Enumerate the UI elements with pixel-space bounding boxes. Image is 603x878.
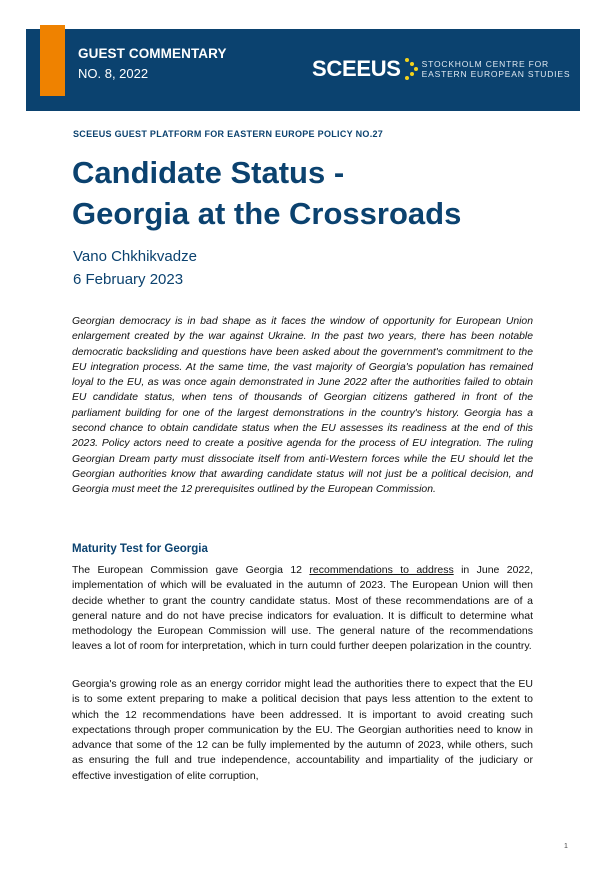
logo-wordmark: SCEEUS xyxy=(312,56,401,81)
accent-bar xyxy=(40,25,65,96)
para1-text-after-link: in June 2022, implementation of which will be evaluated in the autumn of 2023. The European Union will then decide whether to grant the country candidate status. Most of these recommendations are of a general nature and do not have precise indicators for evaluation. It is difficult to determine what methodology the European Commission will use. The general nature of the recommendations leaves a lot of room for interpretation, which in turn could further deepen polarization in the country. xyxy=(72,564,534,653)
author: Vano Chkhikvadze xyxy=(73,248,197,265)
platform-label: SCEEUS GUEST PLATFORM FOR EASTERN EUROPE POLICY NO.27 xyxy=(73,129,384,139)
series-title: GUEST COMMENTARY xyxy=(78,46,227,61)
title-line-1: Candidate Status - xyxy=(72,155,345,190)
body-paragraph-1 xyxy=(72,563,533,655)
sceeus-logo xyxy=(312,56,570,82)
publication-date: 6 February 2023 xyxy=(73,271,184,288)
section-heading: Maturity Test for Georgia xyxy=(72,543,208,555)
logo-subtitle-line2: EASTERN EUROPEAN STUDIES xyxy=(421,69,571,79)
logo-dots-icon xyxy=(404,57,418,81)
abstract: Georgian democracy is in bad shape as it faces the window of opportunity for European Union enlargement created by the war against Ukraine. In the past two years, there has been notable democratic backsliding and questions have been asked about the government's commitment to the EU integration process. At the same time, the vast majority of Georgia's population has remained loyal to the EU, as was once again demonstrated in June 2022 after the authorities failed to obtain EU candidate status, when tens of thousands of Georgian citizens gathered in front of the parliament building for one of the largest demonstrations in the country's history. Georgia has a second chance to obtain candidate status when the EU assesses its readiness at the end of this 2023. Policy actors need to create a positive agenda for the process of EU integration. The ruling Georgian Dream party must dissociate itself from anti-Western forces while the EU should let the Georgian authorities know that awarding candidate status will not just be a political decision, and Georgia must meet the 12 prerequisites outlined by the European Commission. xyxy=(72,316,533,496)
recommendations-link[interactable]: recommendations to address xyxy=(309,564,454,576)
page-title xyxy=(72,152,461,234)
logo-subtitle-line1: STOCKHOLM CENTRE FOR xyxy=(421,59,549,69)
body-paragraph-2: Georgia's growing role as an energy corridor might lead the authorities there to expect that the EU is to some extent preparing to make a political decision that pays less attention to the extent to which the 12 recommendations have been addressed. It is important to avoid creating such expectations through proper communication by the EU. The Georgian authorities need to know in advance that some of the 12 can be fully implemented by the autumn of 2023, while others, such as ensuring the full and true independence, accountability and impartiality of the judiciary or effective investigation of elite corruption, xyxy=(72,678,533,782)
title-line-2: Georgia at the Crossroads xyxy=(72,196,462,231)
para1-text-before-link: The European Commission gave Georgia 12 xyxy=(72,564,310,576)
page-number: 1 xyxy=(564,843,568,850)
logo-subtitle xyxy=(422,59,571,79)
series-number: NO. 8, 2022 xyxy=(78,66,149,81)
